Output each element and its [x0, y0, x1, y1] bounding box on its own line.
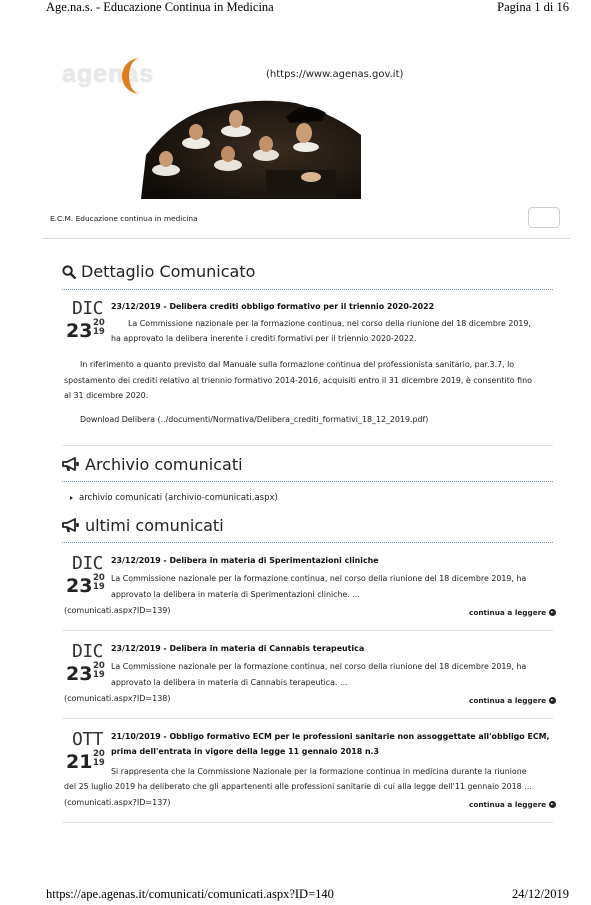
arrow-right-circle-icon	[549, 697, 556, 704]
ecm-label: E.C.M. Educazione continua in medicina	[50, 214, 198, 223]
date-year: 20 19	[93, 749, 105, 768]
item-link[interactable]: (comunicati.aspx?ID=137)	[64, 798, 171, 807]
item-line1: La Commissione nazionale per la formazione continua, nel corso della riunione del 18 dicembre 2019, ha	[111, 662, 527, 671]
item-line2: del 25 luglio 2019 ha deliberato che gli appartenenti alle professioni sanitarie di cui alla legge dell'11 gennaio 2018 ...	[64, 782, 532, 791]
archive-heading	[62, 455, 243, 474]
date-month: DIC	[72, 298, 104, 319]
item-line1: La Commissione nazionale per la formazione continua, nel corso della riunione del 18 dicembre 2019, ha	[111, 574, 527, 583]
date-day: 21	[66, 751, 93, 773]
megaphone-icon	[62, 518, 80, 533]
megaphone-icon	[62, 457, 80, 472]
continue-reading-link[interactable]: continua a leggere	[469, 608, 556, 617]
continue-reading-link[interactable]: continua a leggere	[469, 800, 556, 809]
logo-wordmark-left: agenas	[62, 60, 155, 88]
header-banner-painting	[136, 95, 361, 199]
date-month: DIC	[72, 553, 104, 574]
date-year: 20 19	[93, 661, 105, 680]
arrow-right-circle-icon	[549, 609, 556, 616]
date-day: 23	[66, 663, 93, 685]
archive-heading-text: Archivio comunicati	[85, 455, 243, 474]
item-line2: approvato la delibera in materia di Sperimentazioni cliniche. ...	[111, 590, 360, 599]
detail-heading-underline	[62, 289, 553, 290]
archive-link-text[interactable]: archivio comunicati (archivio-comunicati.aspx)	[79, 493, 278, 503]
date-month: OTT	[72, 729, 104, 750]
detail-para2-line2: spostamento dei crediti relativo al triennio formativo 2014-2016, acquisiti entro il 31 dicembre 2019, è consentito fino	[64, 376, 532, 385]
item-date	[64, 641, 108, 687]
date-month: DIC	[72, 641, 104, 662]
detail-date	[64, 298, 108, 344]
item-date	[64, 729, 108, 775]
item-link[interactable]: (comunicati.aspx?ID=139)	[64, 606, 171, 615]
item-divider	[62, 718, 553, 719]
caret-right-icon	[70, 496, 73, 500]
print-footer	[0, 887, 591, 903]
detail-para2-line1: In riferimento a quanto previsto dal Manuale sulla formazione continua del professionista sanitario, par.3.7, lo	[80, 360, 515, 369]
logo-arc	[122, 58, 158, 94]
print-header-title: Age.na.s. - Educazione Continua in Medicina	[46, 0, 274, 14]
print-footer-url: https://ape.agenas.it/comunicati/comunicati.aspx?ID=140	[46, 887, 334, 901]
agenas-logo[interactable]	[62, 58, 262, 94]
menu-toggle-button[interactable]	[528, 207, 560, 228]
section-divider	[62, 445, 553, 446]
item-divider	[62, 822, 553, 823]
arrow-right-circle-icon	[549, 801, 556, 808]
download-link[interactable]: Download Delibera (../documenti/Normativa/Delibera_crediti_formativi_18_12_2019.pdf)	[80, 415, 429, 424]
detail-para1-line1: La Commissione nazionale per la formazione continua, nel corso della riunione del 18 dicembre 2019,	[128, 319, 531, 328]
latest-heading-underline	[62, 542, 553, 543]
detail-para1-line2: ha approvato la delibera inerente i crediti formativi per il triennio 2020-2022.	[111, 334, 417, 343]
latest-heading	[62, 516, 224, 535]
detail-heading-text: Dettaglio Comunicato	[81, 262, 256, 281]
print-header-page: Pagina 1 di 16	[497, 0, 569, 14]
item-title[interactable]: 23/12/2019 - Delibera in materia di Cannabis terapeutica	[111, 644, 365, 653]
item-title[interactable]: 23/12/2019 - Delibera in materia di Sperimentazioni cliniche	[111, 556, 379, 565]
detail-para2-line3: al 31 dicembre 2020.	[64, 391, 149, 400]
date-year: 20 19	[93, 318, 105, 337]
date-year: 20 19	[93, 573, 105, 592]
print-header	[0, 0, 591, 16]
item-date	[64, 553, 108, 599]
item-line1: Si rappresenta che la Commissione Nazionale per la formazione continua in medicina durante la riunione	[111, 767, 527, 776]
date-day: 23	[66, 575, 93, 597]
item-divider	[62, 630, 553, 631]
latest-heading-text: ultimi comunicati	[85, 516, 224, 535]
date-day: 23	[66, 320, 93, 342]
archive-link[interactable]	[70, 493, 278, 503]
continue-reading-link[interactable]: continua a leggere	[469, 696, 556, 705]
detail-title: 23/12/2019 - Delibera crediti obbligo formativo per il triennio 2020-2022	[111, 302, 435, 311]
search-icon	[62, 265, 76, 279]
detail-heading	[62, 262, 255, 281]
item-line2: approvato la delibera in materia di Cannabis terapeutica. ...	[111, 678, 348, 687]
print-footer-date: 24/12/2019	[512, 887, 569, 901]
site-url[interactable]: (https://www.agenas.gov.it)	[266, 69, 404, 80]
header-divider	[42, 238, 570, 239]
item-title-line2[interactable]: prima dell'entrata in vigore della legge 11 gennaio 2018 n.3	[111, 747, 380, 756]
item-title[interactable]: 21/10/2019 - Obbligo formativo ECM per le professioni sanitarie non assoggettate all'obbligo ECM,	[111, 732, 550, 741]
archive-heading-underline	[62, 481, 553, 482]
item-link[interactable]: (comunicati.aspx?ID=138)	[64, 694, 171, 703]
